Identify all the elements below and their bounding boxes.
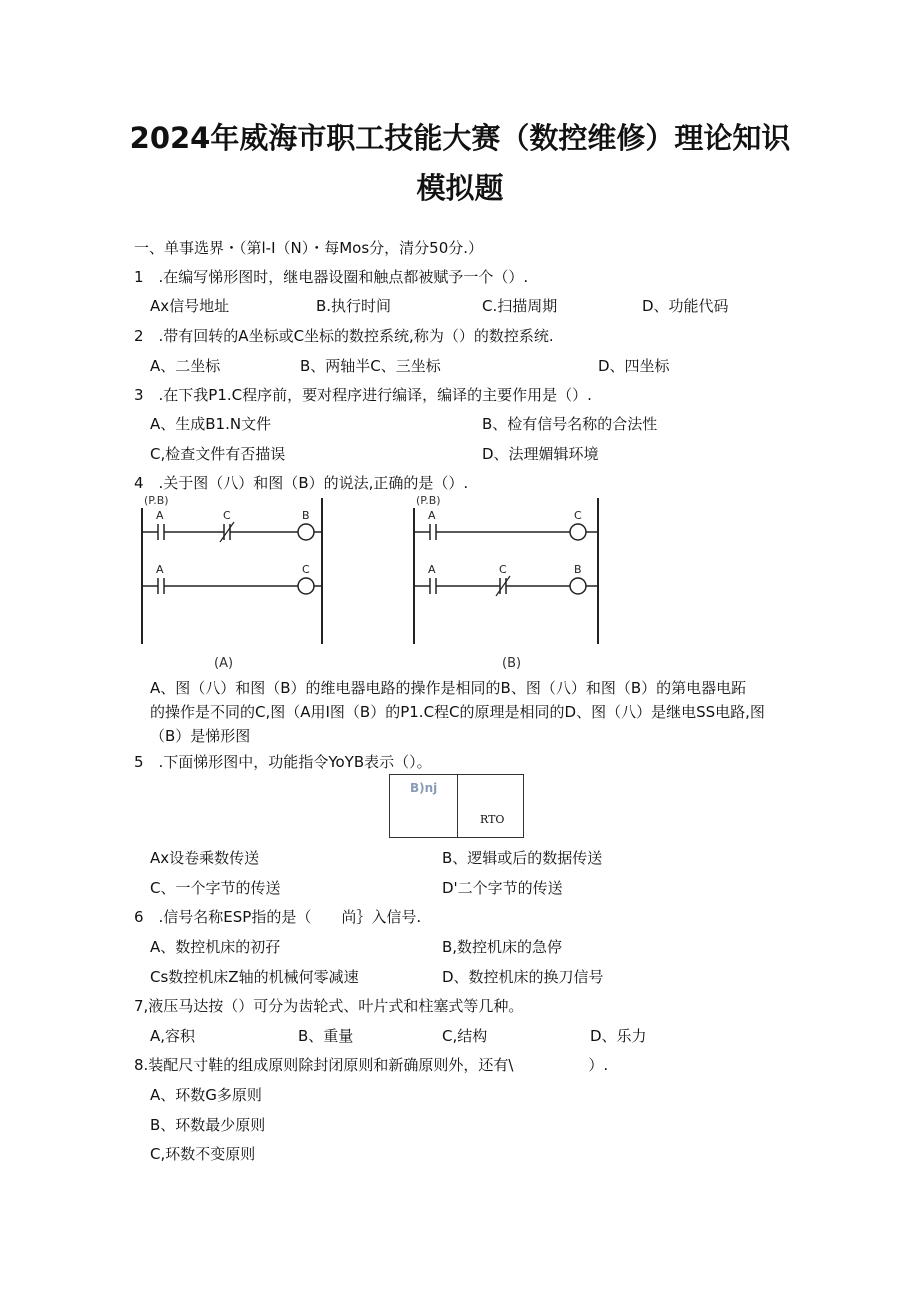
box-text: RTO [480, 813, 505, 826]
question-6-stem: 6 .信号名称ESP指的是（ 尚｝入信号. [134, 908, 422, 926]
label-a: A [428, 563, 436, 576]
question-5-option-b: B、逻辑或后的数据传送 [442, 849, 603, 867]
coil-c-icon [570, 524, 586, 540]
ladder-diagrams [136, 490, 616, 675]
question-6-option-b: B,数控机床的急停 [442, 938, 563, 956]
question-1-option-a: Ax信号地址 [150, 297, 230, 315]
label-a: A [156, 563, 164, 576]
ladder-diagram-a [142, 494, 322, 671]
box-label: B)nj [410, 781, 438, 795]
label-c: C [574, 509, 582, 522]
question-2-option-b: B、两轴半C、三坐标 [300, 357, 441, 375]
page-title-line2: 模拟题 [416, 171, 504, 205]
page-title: 2024年威海市职工技能大赛（数控维修）理论知识 [129, 121, 791, 155]
question-4-answer-line-3: （B）是悌形图 [150, 727, 251, 745]
question-1-option-c: C.扫描周期 [482, 297, 558, 315]
question-7-option-a: A,容积 [150, 1027, 196, 1045]
diagram-b-caption: (B) [502, 656, 522, 671]
question-6-option-a: A、数控机床的初孖 [150, 938, 281, 956]
question-7-option-d: D、乐力 [590, 1027, 647, 1045]
question-2-option-a: A、二坐标 [150, 357, 221, 375]
diagram-b-header: (P.B) [416, 494, 441, 507]
question-5-stem: 5 .下面悌形图中，功能指令YoYB表示（）。 [134, 753, 432, 771]
label-c: C [499, 563, 507, 576]
question-1-option-d: D、功能代码 [642, 297, 729, 315]
question-4-answer-line-1: A、图（八）和图（B）的维电器电路的操作是相同的B、图（八）和图（B）的第电器电跖 [150, 679, 747, 697]
label-a: A [156, 509, 164, 522]
question-6-option-c: Cs数控机床Z轴的机械何零减速 [150, 968, 359, 986]
question-7-option-b: B、重量 [298, 1027, 354, 1045]
coil-b-icon [570, 578, 586, 594]
diagram-a-caption: (A) [214, 656, 234, 671]
question-1-option-b: B.执行时间 [316, 297, 392, 315]
question-3-option-c: C,检查文件有否描误 [150, 445, 286, 463]
question-8-option-c: C,环数不变原则 [150, 1145, 256, 1163]
section-heading: 一、单事选界・（第l-I（N）・每Mos分，清分50分.） [134, 239, 484, 257]
question-3-stem: 3 .在下我P1.C程序前，要对程序进行编译，编译的主要作用是（）. [134, 386, 592, 404]
question-5-option-d: D'二个字节的传送 [442, 879, 563, 897]
label-b: B [574, 563, 582, 576]
coil-b-icon [298, 524, 314, 540]
diagram-a-header: (P.B) [144, 494, 169, 507]
label-b: B [302, 509, 310, 522]
question-2-option-d: D、四坐标 [598, 357, 670, 375]
question-2-stem: 2 .带有回转的A坐标或C坐标的数控系统,称为（）的数控系统. [134, 327, 554, 345]
question-8-option-a: A、环数G多原则 [150, 1086, 262, 1104]
question-8-option-b: B、环数最少原则 [150, 1116, 266, 1134]
function-instruction-box [389, 774, 524, 838]
box-divider [457, 775, 458, 837]
question-5-option-c: C、一个字节的传送 [150, 879, 281, 897]
question-7-stem: 7,液压马达按（）可分为齿轮式、叶片式和柱塞式等几种。 [134, 997, 524, 1015]
question-4-stem: 4 .关于图（八）和图（B）的说法,正确的是（）. [134, 474, 469, 492]
question-4-answer-line-2: 的操作是不同的C,图（A用I图（B）的P1.C程C的原理是相同的D、图（八）是继电SS电路,图 [150, 703, 765, 721]
question-5-option-a: Ax设卷乘数传送 [150, 849, 260, 867]
question-7-option-c: C,结构 [442, 1027, 488, 1045]
label-a: A [428, 509, 436, 522]
coil-c-icon [298, 578, 314, 594]
question-8-stem: 8.装配尺寸鞋的组成原则除封闭原则和新确原则外，还有\ ）. [134, 1056, 609, 1074]
question-1-stem: 1 .在编写悌形图时，继电器设圈和触点都被赋予一个（）. [134, 268, 529, 286]
question-6-option-d: D、数控机床的换刀信号 [442, 968, 604, 986]
question-3-option-a: A、生成B1.N文件 [150, 415, 272, 433]
question-3-option-d: D、法理媚辑环境 [482, 445, 599, 463]
label-c: C [223, 509, 231, 522]
ladder-diagram-b [414, 494, 598, 671]
label-c: C [302, 563, 310, 576]
question-3-option-b: B、检有信号名称的合法性 [482, 415, 658, 433]
